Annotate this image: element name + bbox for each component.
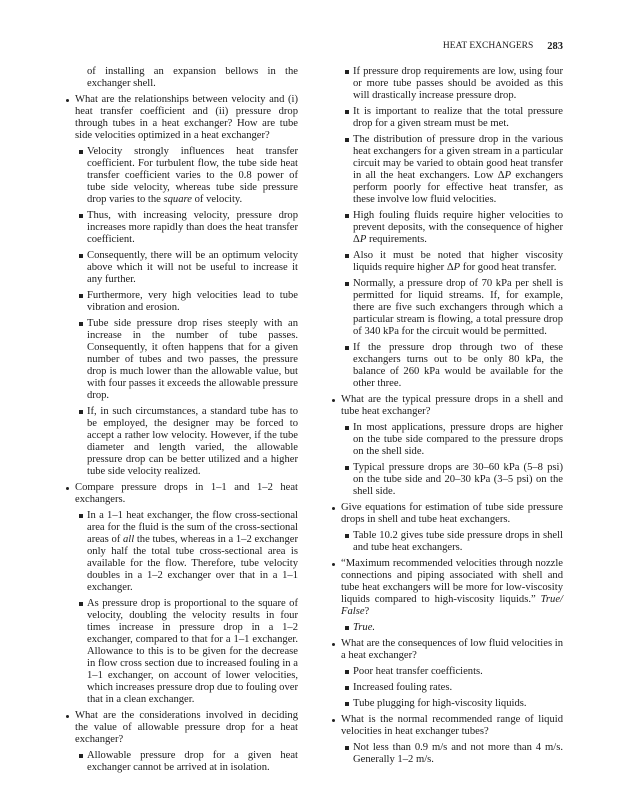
text-segment: of installing an expansion bellows in the exchanger shell. <box>87 66 298 89</box>
answer-item <box>65 750 298 774</box>
running-title: HEAT EXCHANGERS <box>442 41 534 51</box>
answer-item <box>331 134 563 206</box>
question-item <box>65 710 298 746</box>
text-segment: High fouling fluids require higher velocities to prevent deposits, with the consequence of higher Δ <box>353 210 563 245</box>
text-segment: What are the consequences of low fluid velocities in a heat exchanger? <box>341 638 563 661</box>
text-segment: What are the relationships between velocity and (i) heat transfer coefficient and (ii) pressure drop through tubes in a heat exchanger? How are tube side velocities optimized in a heat exchanger? <box>75 94 298 141</box>
italic-text: True. <box>353 622 376 633</box>
text-segment: Compare pressure drops in 1–1 and 1–2 heat exchangers. <box>75 482 298 505</box>
text-segment: Allowable pressure drop for a given heat exchanger cannot be arrived at in isolation. <box>87 750 298 773</box>
text-segment: Thus, with increasing velocity, pressure drop increases more rapidly than does the heat transfer coefficient. <box>87 210 298 245</box>
italic-text: square <box>163 194 192 205</box>
text-segment: Velocity strongly influences heat transfer coefficient. For turbulent flow, the tube side heat transfer coefficient varies to the 0.8 power of tube side velocity, whereas tube side pressure drop varies to the <box>87 146 298 205</box>
text-segment: Furthermore, very high velocities lead to tube vibration and erosion. <box>87 290 298 313</box>
text-segment: It is important to realize that the total pressure drop for a given stream must be met. <box>353 106 563 129</box>
text-segment: ? <box>364 606 370 617</box>
answer-item <box>331 742 563 766</box>
question-item <box>65 482 298 506</box>
answer-item <box>331 250 563 274</box>
question-item <box>65 94 298 142</box>
text-segment: Typical pressure drops are 30–60 kPa (5–8 psi) on the tube side and 20–30 kPa (3–5 psi) on the shell side. <box>353 462 563 497</box>
answer-item <box>331 278 563 338</box>
text-segment: “Maximum recommended velocities through nozzle connections and piping associated with shell and tube heat exchangers will be more for low-viscosity liquids compared to high-viscosity liquids.” <box>341 558 563 605</box>
answer-item <box>65 290 298 314</box>
answer-item <box>331 422 563 458</box>
running-header <box>440 41 563 52</box>
answer-item <box>331 698 563 710</box>
right-column <box>331 66 563 766</box>
answer-item <box>331 682 563 694</box>
text-segment: Normally, a pressure drop of 70 kPa per shell is permitted for liquid streams. If, for example, there are five such exchangers through which a particular stream is flowing, a total pressure drop of 340 kPa for the circuit would be permitted. <box>353 278 563 337</box>
answer-item <box>65 598 298 706</box>
text-segment: exchangers perform poorly for effective heat transfer, as these involve low fluid velocities. <box>353 170 563 205</box>
left-column <box>65 66 298 774</box>
answer-item <box>65 318 298 402</box>
text-segment: the tubes, whereas in a 1–2 exchanger only half the total tube cross-sectional area is available for the flow. Therefore, tube velocity doubles in a 1–2 exchanger over that in a 1–1 exchanger. <box>87 534 298 593</box>
continued-text <box>65 66 298 90</box>
answer-item <box>65 210 298 246</box>
text-segment: The distribution of pressure drop in the various heat exchangers for a given stream in a particular circuit may be varied to obtain good heat transfer in all the heat exchangers. Low Δ <box>353 134 563 181</box>
answer-item <box>65 146 298 206</box>
question-item <box>331 394 563 418</box>
answer-item <box>331 666 563 678</box>
text-segment: As pressure drop is proportional to the square of velocity, doubling the velocity results in four times increase in pressure drop in a 1–2 exchanger, compared to that for a 1–1 exchanger. Allowance to this is to be given for the decrease in flow cross section due to increased fouling in a 1–1 exchanger, on account of lower velocities, which increases pressure drop due to fouling over that in a clean exchanger. <box>87 598 298 705</box>
answer-item <box>65 406 298 478</box>
answer-item <box>331 106 563 130</box>
question-item <box>331 502 563 526</box>
text-segment: for good heat transfer. <box>460 262 557 273</box>
question-item <box>331 638 563 662</box>
text-segment: Not less than 0.9 m/s and not more than 4 m/s. Generally 1–2 m/s. <box>353 742 563 765</box>
question-item <box>331 714 563 738</box>
text-segment: What are the considerations involved in deciding the value of allowable pressure drop for a heat exchanger? <box>75 710 298 745</box>
italic-text: P <box>359 234 367 245</box>
text-segment: Tube plugging for high-viscosity liquids. <box>353 698 527 709</box>
text-segment: Poor heat transfer coefficients. <box>353 666 483 677</box>
answer-item <box>331 530 563 554</box>
text-segment: In a 1–1 heat exchanger, the flow cross-sectional area for the fluid is the sum of the cross-sectional areas of <box>87 510 298 545</box>
answer-item <box>331 66 563 102</box>
text-segment: Table 10.2 gives tube side pressure drops in shell and tube heat exchangers. <box>353 530 563 553</box>
text-segment: If pressure drop requirements are low, using four or more tube passes should be avoided as this will drastically increase pressure drop. <box>353 66 563 101</box>
answer-item <box>65 250 298 286</box>
page-number: 283 <box>547 41 563 52</box>
text-segment: What are the typical pressure drops in a shell and tube heat exchanger? <box>341 394 563 417</box>
text-segment: Increased fouling rates. <box>353 682 453 693</box>
text-segment: requirements. <box>366 234 427 245</box>
text-segment: If the pressure drop through two of these exchangers turns out to be only 80 kPa, the balance of 260 kPa would be available for the other three. <box>353 342 563 389</box>
text-segment: If, in such circumstances, a standard tube has to be employed, the designer may be forced to accept a rather low velocity. However, if the tube diameter and length varied, the allowable pressure drop can be better utilized and a higher tube side velocity realized. <box>87 406 298 477</box>
answer-item <box>331 462 563 498</box>
text-segment: Tube side pressure drop rises steeply with an increase in the number of tube passes. Consequently, it often happens that for a given number of tubes and two passes, the pressure drop is much lower than the allowable value, but with four passes it exceeds the allowable pressure drop. <box>87 318 298 401</box>
italic-text: P <box>504 170 512 181</box>
text-segment: Consequently, there will be an optimum velocity above which it will not be useful to increase it any further. <box>87 250 298 285</box>
text-segment: Give equations for estimation of tube side pressure drops in shell and tube heat exchangers. <box>341 502 563 525</box>
text-segment: In most applications, pressure drops are higher on the tube side compared to the pressure drops on the shell side. <box>353 422 563 457</box>
italic-text: all <box>122 534 135 545</box>
italic-text: True/ False <box>341 594 563 617</box>
text-segment: What is the normal recommended range of liquid velocities in heat exchanger tubes? <box>341 714 563 737</box>
answer-item <box>331 342 563 390</box>
italic-text: P <box>453 262 461 273</box>
question-item <box>331 558 563 618</box>
answer-item <box>331 210 563 246</box>
text-segment: of velocity. <box>191 194 243 205</box>
answer-item <box>65 510 298 594</box>
text-segment: Also it must be noted that higher viscosity liquids require higher Δ <box>353 250 563 273</box>
answer-item <box>331 622 563 634</box>
